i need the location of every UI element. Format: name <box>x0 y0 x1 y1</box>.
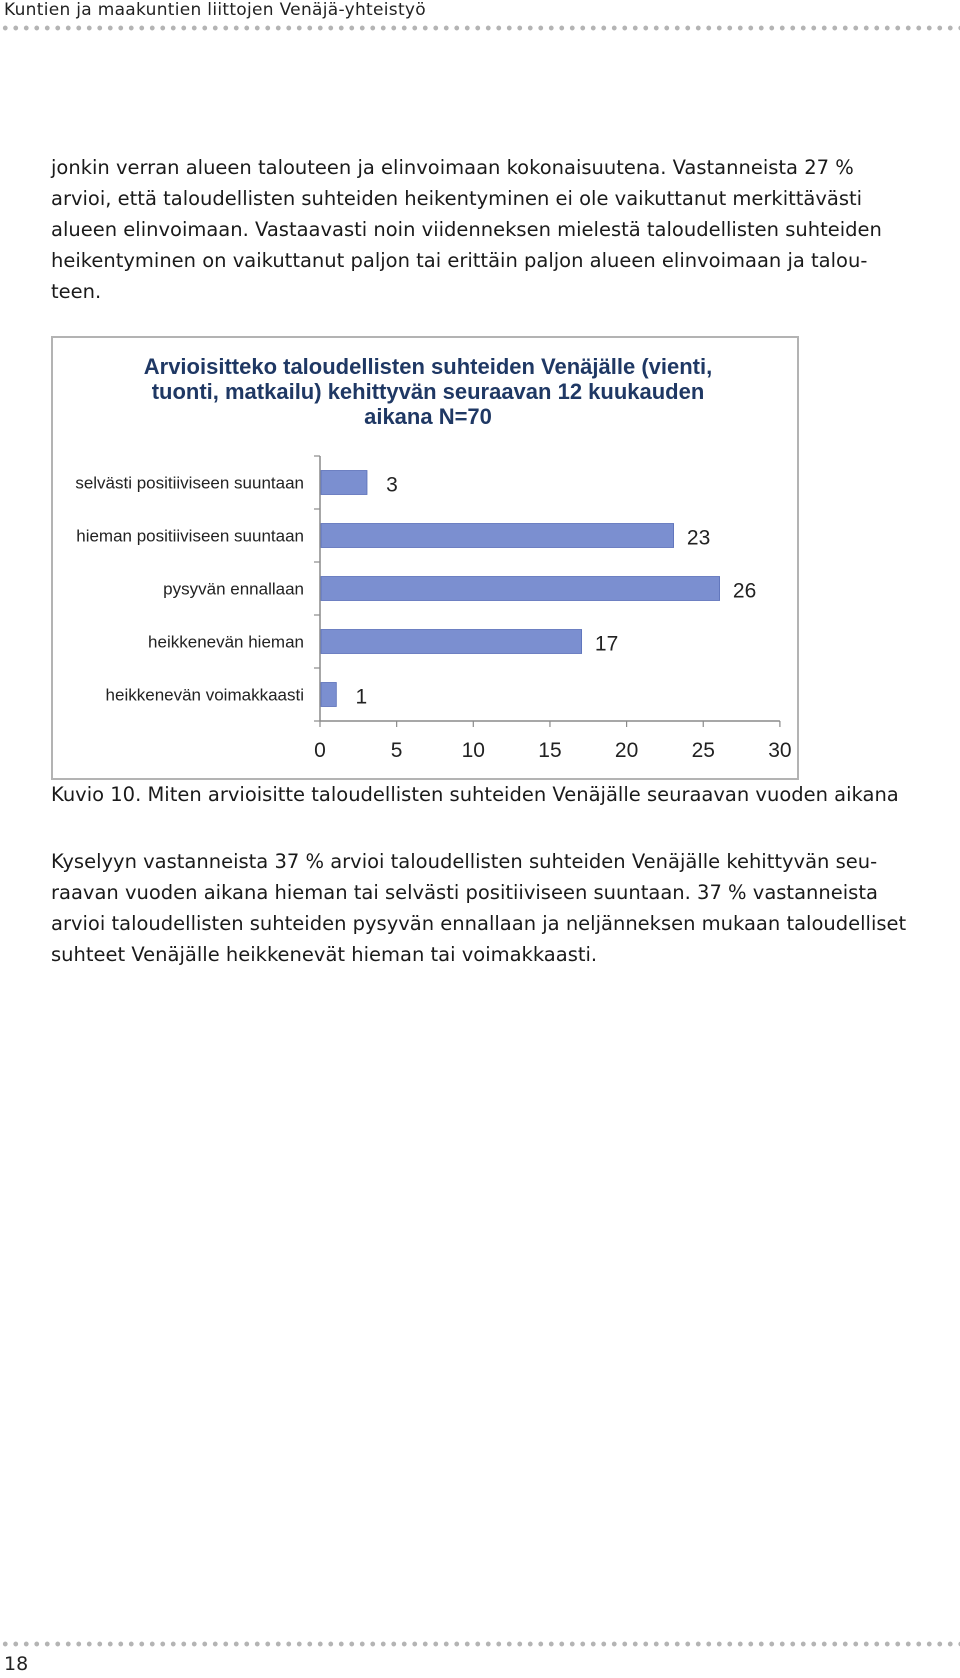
page-number: 18 <box>4 1653 29 1675</box>
footer-dotted-rule <box>0 1640 960 1648</box>
x-tick-label: 5 <box>390 739 403 762</box>
paragraph-line: arvioi, että taloudellisten suhteiden heikentyminen ei ole vaikuttanut merkittävästi <box>51 187 863 210</box>
chart-title-line: aikana N=70 <box>364 404 492 429</box>
paragraph-line: alueen elinvoimaan. Vastaavasti noin viidenneksen mielestä taloudellisten suhteiden <box>51 218 882 241</box>
x-tick-label: 10 <box>461 739 485 762</box>
bar <box>321 630 582 654</box>
bar <box>321 524 674 548</box>
data-label: 3 <box>386 473 398 497</box>
paragraph-line: raavan vuoden aikana hieman tai selvästi positiiviseen suuntaan. 37 % vastanneista <box>51 881 878 904</box>
category-label: hieman positiiviseen suuntaan <box>76 526 304 546</box>
data-label: 26 <box>732 579 757 603</box>
x-tick-label: 0 <box>314 739 326 762</box>
closing-paragraph <box>51 846 931 970</box>
paragraph-line: heikentyminen on vaikuttanut paljon tai erittäin paljon alueen elinvoimaan ja talou- <box>51 249 868 272</box>
bar <box>321 683 336 707</box>
x-tick-label: 15 <box>538 739 562 762</box>
paragraph-line: arvioi taloudellisten suhteiden pysyvän ennallaan ja neljänneksen mukaan taloudelliset <box>51 912 907 935</box>
x-tick-label: 25 <box>691 739 715 762</box>
bar <box>321 471 367 495</box>
paragraph-line: jonkin verran alueen talouteen ja elinvoimaan kokonaisuutena. Vastanneista 27 % <box>51 156 854 179</box>
x-tick-label: 20 <box>614 739 639 762</box>
chart-title-line: Arvioisitteko taloudellisten suhteiden Venäjälle (vienti, <box>143 354 713 379</box>
bar <box>321 577 720 601</box>
paragraph-line: Kyselyyn vastanneista 37 % arvioi taloudellisten suhteiden Venäjälle kehittyvän seu- <box>51 850 878 873</box>
paragraph-line: suhteet Venäjälle heikkenevät hieman tai voimakkaasti. <box>51 943 598 966</box>
category-label: heikkenevän voimakkaasti <box>105 685 304 705</box>
category-label: selvästi positiiviseen suuntaan <box>75 473 304 493</box>
figure-caption: Kuvio 10. Miten arvioisitte taloudellisten suhteiden Venäjälle seuraavan vuoden aikana <box>51 783 899 806</box>
category-label: heikkenevän hieman <box>148 632 304 652</box>
data-label: 23 <box>686 526 711 550</box>
data-label: 17 <box>594 632 619 656</box>
running-header-title: Kuntien ja maakuntien liittojen Venäjä-yhteistyö <box>4 0 426 20</box>
data-label: 1 <box>355 685 368 709</box>
x-tick-label: 30 <box>768 739 792 762</box>
chart-title-line: tuonti, matkailu) kehittyvän seuraavan 12 kuukauden <box>151 379 705 404</box>
category-label: pysyvän ennallaan <box>163 579 304 599</box>
paragraph-line: teen. <box>51 280 102 303</box>
